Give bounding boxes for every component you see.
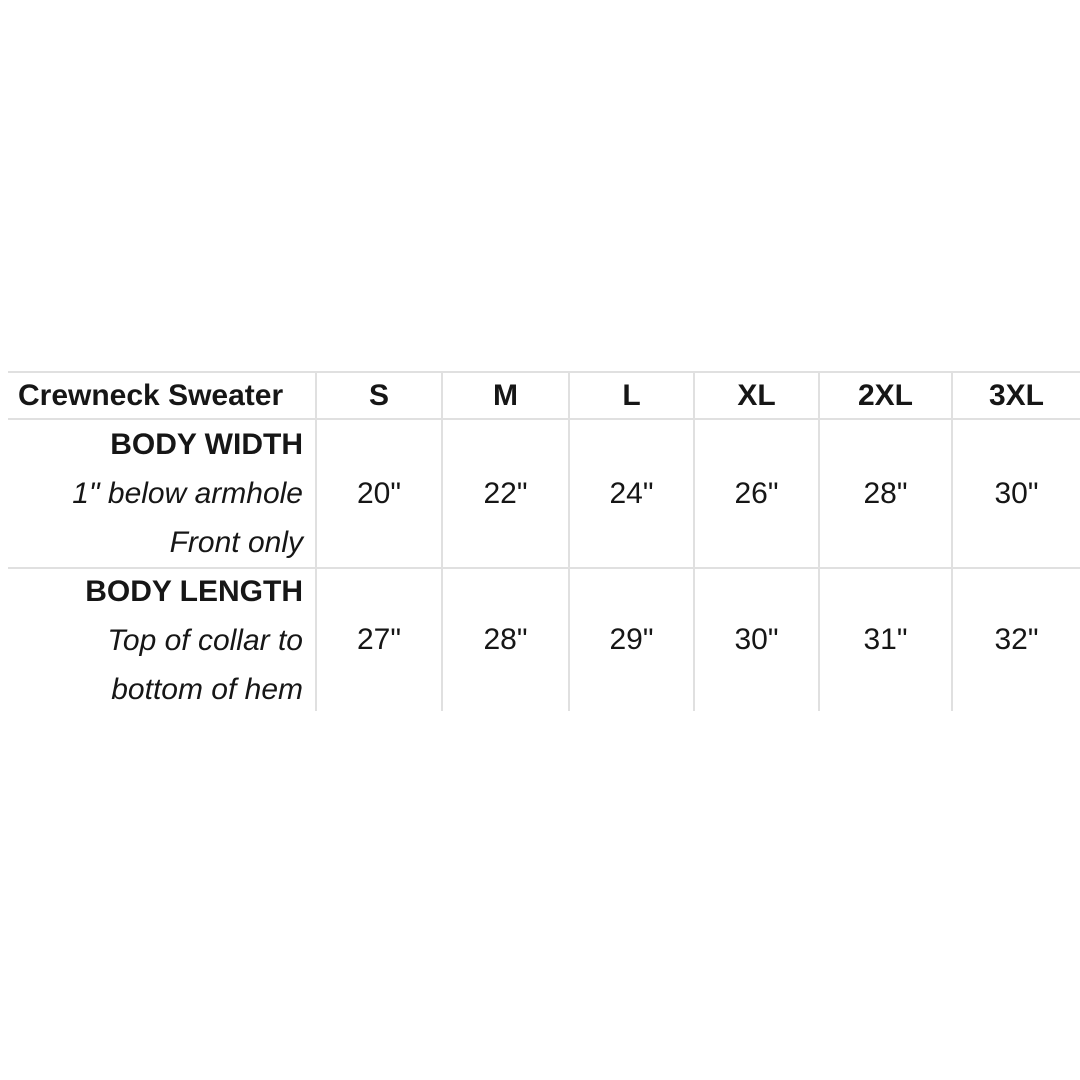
body-width-value-s: 20" bbox=[317, 420, 443, 569]
col-header-l: L bbox=[570, 373, 695, 420]
body-length-value-l: 29" bbox=[570, 569, 695, 711]
size-chart-table bbox=[8, 371, 1080, 711]
body-width-value-m: 22" bbox=[443, 420, 570, 569]
product-name-header: Crewneck Sweater bbox=[8, 373, 317, 420]
body-length-value-3xl: 32" bbox=[994, 623, 1039, 656]
body-length-description-2: bottom of hem bbox=[111, 672, 303, 706]
body-width-description-1: 1" below armhole bbox=[72, 477, 303, 510]
col-header-3xl: 3XL bbox=[953, 373, 1080, 420]
col-header-xl: XL bbox=[695, 373, 820, 420]
body-length-value-xl: 30" bbox=[695, 569, 820, 711]
body-width-value-xl: 26" bbox=[695, 420, 820, 569]
body-width-value-2xl: 28" bbox=[820, 420, 953, 569]
body-width-value-l: 24" bbox=[570, 420, 695, 569]
body-length-description-1: Top of collar to bbox=[107, 623, 303, 657]
body-width-description-2: Front only bbox=[169, 526, 303, 559]
col-header-2xl: 2XL bbox=[820, 373, 953, 420]
body-length-value-2xl: 31" bbox=[820, 569, 953, 711]
body-length-value-s: 27" bbox=[317, 569, 443, 711]
body-length-value-m: 28" bbox=[443, 569, 570, 711]
body-length-label-cell bbox=[8, 569, 317, 711]
col-header-s: S bbox=[317, 373, 443, 420]
body-width-title: BODY WIDTH bbox=[110, 428, 303, 461]
body-width-value-3xl: 30" bbox=[953, 420, 1080, 569]
body-length-title: BODY LENGTH bbox=[85, 574, 303, 608]
body-width-label-cell bbox=[8, 420, 317, 569]
col-header-m: M bbox=[443, 373, 570, 420]
